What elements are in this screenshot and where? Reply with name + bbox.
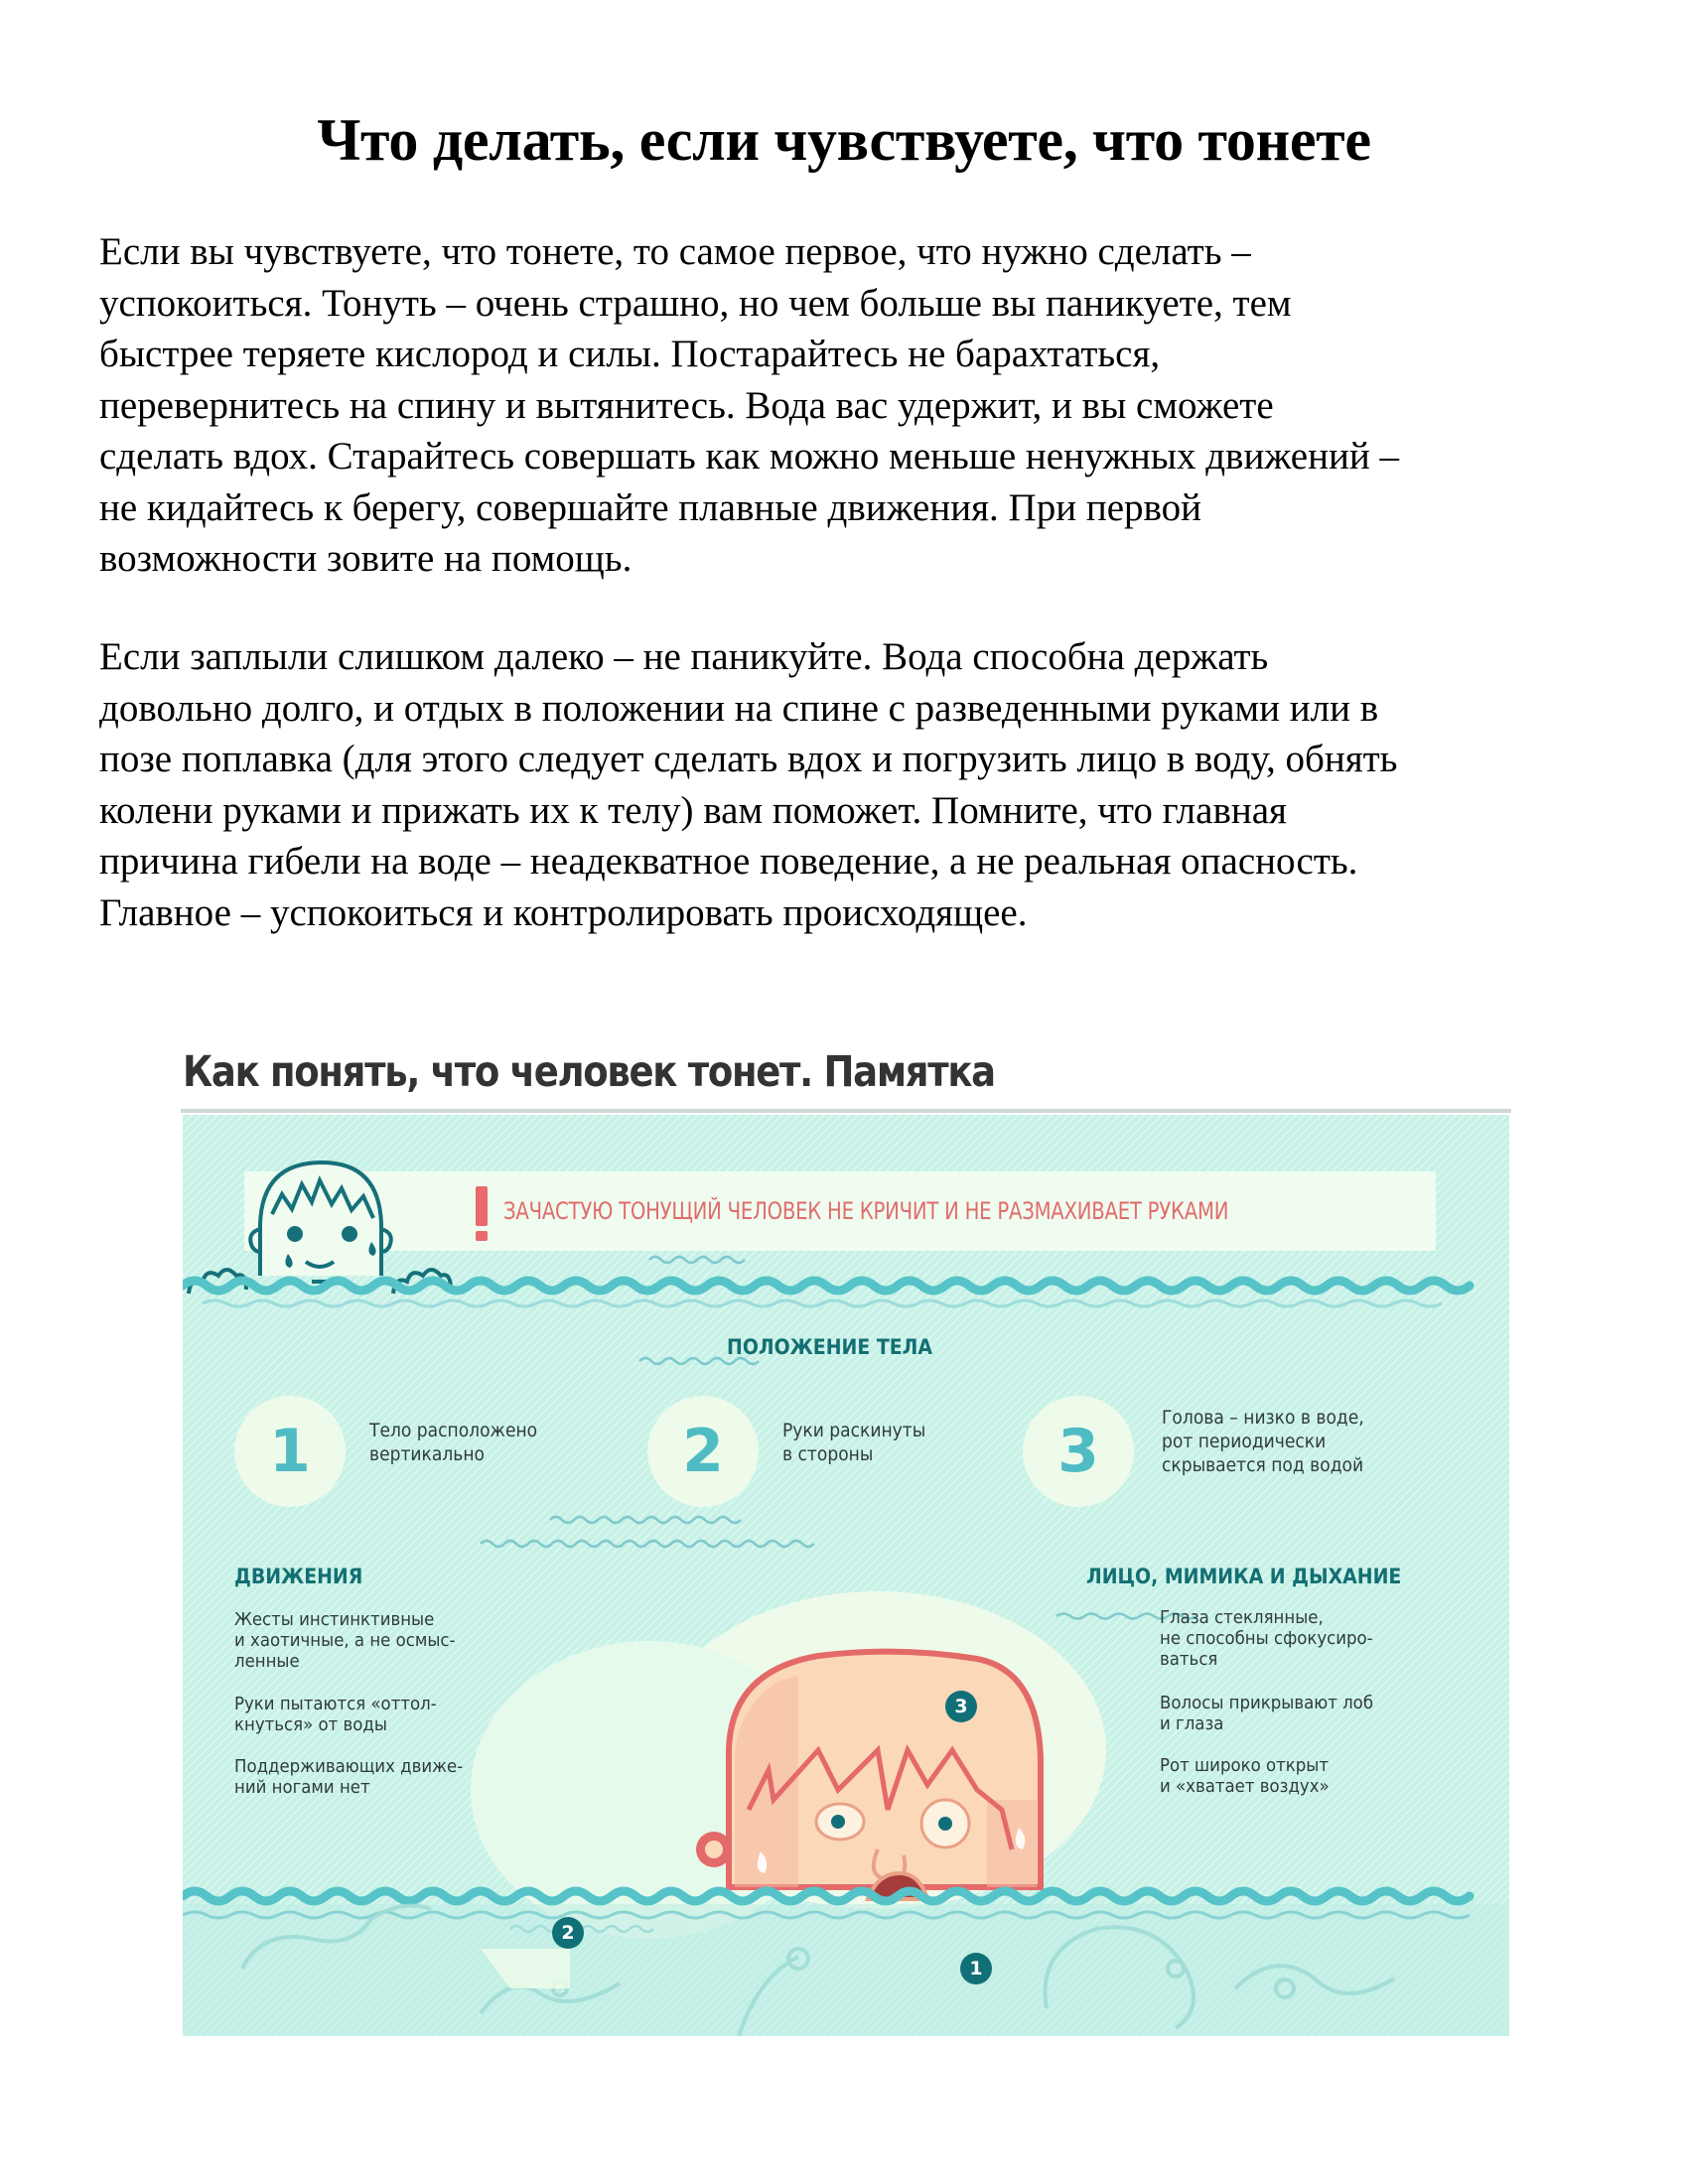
text-line: и хаотичные, а не осмыс- <box>234 1630 456 1651</box>
text-line: не способны сфокусиро- <box>1160 1628 1373 1649</box>
text-line: ний ногами нет <box>234 1777 370 1798</box>
wave-line <box>183 1281 1470 1291</box>
body-position-item-2 <box>782 1419 925 1466</box>
marker-badge-2: 2 <box>552 1917 584 1949</box>
text-line: ленные <box>234 1651 300 1672</box>
text-line: Поддерживающих движе- <box>234 1756 464 1777</box>
wave-line <box>183 1891 1470 1901</box>
warning-text: ЗАЧАСТУЮ ТОНУЩИЙ ЧЕЛОВЕК НЕ КРИЧИТ И НЕ РАЗМАХИВАЕТ РУКАМИ <box>503 1197 1229 1225</box>
wave-squiggle <box>550 1517 741 1523</box>
marker-badge-1: 1 <box>960 1953 992 1984</box>
text-line: Тело расположено <box>369 1420 538 1441</box>
wave-line <box>203 1300 1442 1306</box>
infographic-panel <box>183 1115 1509 2036</box>
wave-squiggle <box>481 1541 814 1547</box>
section-heading-movements: ДВИЖЕНИЯ <box>234 1565 363 1588</box>
text-line: Жесты инстинктивные <box>234 1609 435 1630</box>
text-line: вертикально <box>369 1443 485 1465</box>
body-position-item-3 <box>1162 1406 1364 1477</box>
text-line: позе поплавка (для этого следует сделать вдох и погрузить лицо в воду, обнять <box>99 738 1398 780</box>
body-position-item-1 <box>369 1419 537 1466</box>
text-line: сделать вдох. Старайтесь совершать как можно меньше ненужных движений – <box>99 435 1399 478</box>
warning-exclamation-icon <box>476 1186 488 1240</box>
movements-item-2 <box>234 1694 437 1735</box>
marker-badge-3: 3 <box>945 1691 977 1722</box>
text-line: довольно долго, и отдых в положении на спине с разведенными руками или в <box>99 686 1379 730</box>
wave-squiggle <box>649 1257 745 1263</box>
page-title: Что делать, если чувствуете, что тонете <box>317 107 1371 173</box>
text-line: ваться <box>1160 1649 1218 1670</box>
infographic-divider <box>181 1109 1511 1113</box>
movements-item-3 <box>234 1756 463 1798</box>
text-line: Главное – успокоиться и контролировать происходящее. <box>99 890 1028 934</box>
text-line: Если заплыли слишком далеко – не паникуйте. Вода способна держать <box>99 635 1269 678</box>
text-line: Руки раскинуты <box>782 1420 926 1441</box>
step-number-1: 1 <box>234 1396 346 1507</box>
text-line: Рот широко открыт <box>1160 1755 1329 1776</box>
text-line: Руки пытаются «оттол- <box>234 1694 437 1714</box>
text-line: и «хватает воздух» <box>1160 1776 1330 1797</box>
step-number-3: 3 <box>1023 1396 1134 1507</box>
face-item-3 <box>1160 1755 1330 1797</box>
face-item-1 <box>1160 1607 1373 1670</box>
paragraph-2 <box>99 631 1628 938</box>
text-line: Если вы чувствуете, что тонете, то самое первое, что нужно сделать – <box>99 230 1251 273</box>
text-line: быстрее теряете кислород и силы. Постарайтесь не барахтаться, <box>99 333 1161 375</box>
text-line: не кидайтесь к берегу, совершайте плавные движения. При первой <box>99 485 1202 529</box>
section-heading-body-position: ПОЛОЖЕНИЕ ТЕЛА <box>727 1335 932 1359</box>
text-line: Глаза стеклянные, <box>1160 1607 1324 1628</box>
infographic-title: Как понять, что человек тонет. Памятка <box>183 1047 995 1097</box>
drowning-kid-cartoon <box>250 1162 391 1282</box>
face-item-2 <box>1160 1693 1373 1734</box>
section-heading-face: ЛИЦО, МИМИКА И ДЫХАНИЕ <box>1086 1565 1402 1588</box>
step-number-2: 2 <box>647 1396 759 1507</box>
text-line: успокоиться. Тонуть – очень страшно, но чем больше вы паникуете, тем <box>99 281 1292 325</box>
paragraph-1 <box>99 226 1628 585</box>
drowning-man-illustration <box>696 1652 1041 1899</box>
text-line: в стороны <box>782 1443 874 1465</box>
text-line: Голова – низко в воде, <box>1162 1407 1364 1429</box>
text-line: Волосы прикрывают лоб <box>1160 1693 1374 1713</box>
text-line: скрывается под водой <box>1162 1454 1364 1476</box>
kid-eye <box>287 1226 303 1242</box>
text-line: кнуться» от воды <box>234 1714 387 1735</box>
kid-eye <box>342 1226 357 1242</box>
movements-item-1 <box>234 1609 455 1672</box>
text-line: причина гибели на воде – неадекватное поведение, а не реальная опасность. <box>99 840 1358 883</box>
text-line: рот периодически <box>1162 1431 1327 1452</box>
text-line: возможности зовите на помощь. <box>99 537 633 580</box>
text-line: перевернитесь на спину и вытянитесь. Вода вас удержит, и вы сможете <box>99 383 1274 427</box>
text-line: и глаза <box>1160 1713 1224 1734</box>
text-line: колени руками и прижать их к телу) вам поможет. Помните, что главная <box>99 788 1287 832</box>
